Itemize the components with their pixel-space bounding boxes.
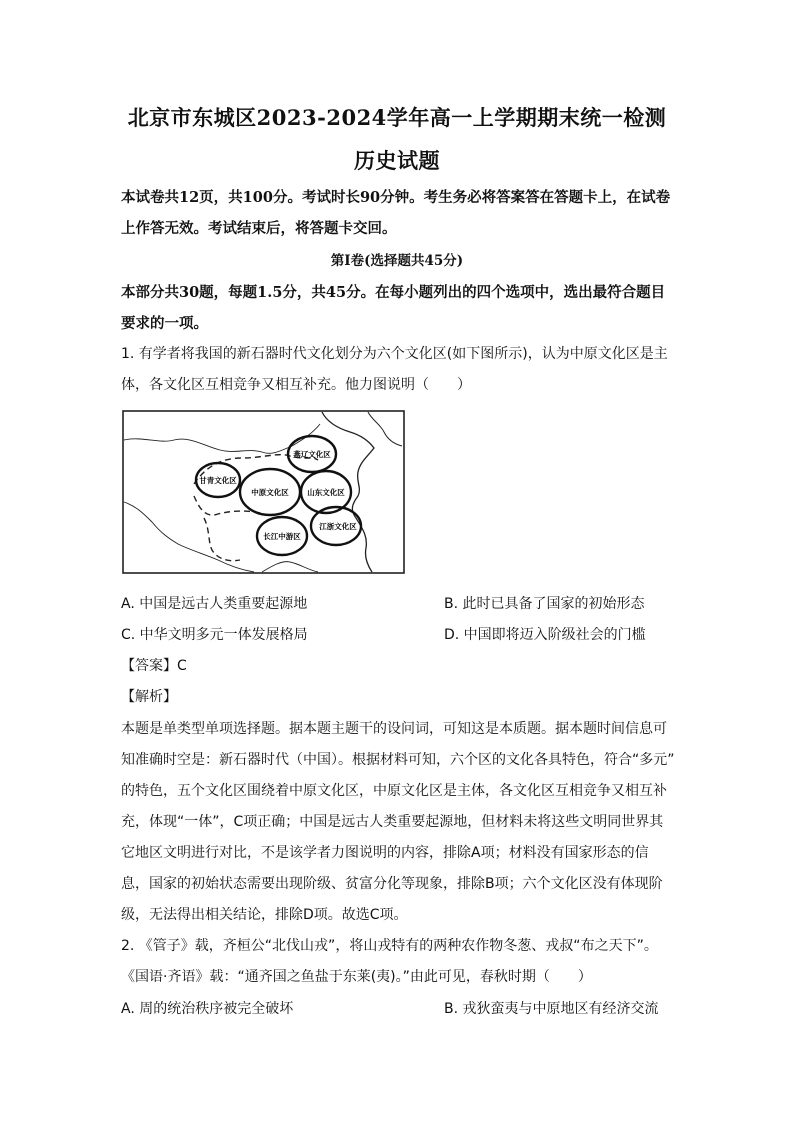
neolithic-culture-map [122,410,405,574]
q1-option-b[interactable]: B. 此时已具备了国家的初始形态 [444,596,645,612]
label-yanliao: 燕辽文化区 [293,450,331,459]
label-zhongyuan: 中原文化区 [251,488,289,497]
section-desc-line-1: 本部分共30题，每题1.5分，共45分。在每小题列出的四个选项中，选出最符合题目 [121,284,666,301]
q2-stem-line-2: 《国语·齐语》载：“通齐国之鱼盐于东莱(夷)。”由此可见，春秋时期（ ） [121,969,592,985]
q1-analysis-line: 息，国家的初始状态需要出现阶级、贫富分化等现象，排除B项；六个文化区没有体现阶 [121,876,663,892]
q2-option-a[interactable]: A. 周的统治秩序被完全破坏 [121,1001,294,1017]
q1-option-a[interactable]: A. 中国是远古人类重要起源地 [121,596,308,612]
q1-analysis-line: 知准确时空是：新石器时代（中国）。根据材料可知，六个区的文化各具特色，符合“多元” [121,752,675,768]
q1-option-c[interactable]: C. 中华文明多元一体发展格局 [121,627,308,643]
q1-analysis-line: 它地区文明进行对比，不是该学者力图说明的内容，排除A项；材料没有国家形态的信 [121,845,649,861]
q1-answer: 【答案】C [121,658,187,674]
q1-stem-line-2: 体，各文化区互相竞争又相互补充。他力图说明（ ） [121,377,471,393]
q1-analysis-label: 【解析】 [121,689,177,705]
label-shandong: 山东文化区 [307,488,345,497]
q1-analysis-line: 级，无法得出相关结论，排除D项。故选C项。 [121,907,408,923]
q1-analysis-line: 本题是单类型单项选择题。据本题主题干的设问词，可知这是本质题。据本题时间信息可 [121,721,667,737]
q1-analysis-line: 的特色，五个文化区围绕着中原文化区，中原文化区是主体，各文化区互相竞争又相互补 [121,783,667,799]
label-changjiang: 长江中游区 [263,532,301,541]
section-desc-line-2: 要求的一项。 [121,315,208,332]
label-ganqing: 甘青文化区 [199,476,237,485]
q1-analysis-line: 充，体现“一体”，C项正确；中国是远古人类重要起源地，但材料未将这些文明同世界其 [121,814,664,830]
label-jiangzhe: 江浙文化区 [319,522,357,531]
q1-option-d[interactable]: D. 中国即将迈入阶级社会的门槛 [444,627,646,643]
exam-subtitle: 历史试题 [354,148,440,173]
instructions-line-2: 上作答无效。考试结束后，将答题卡交回。 [121,220,397,237]
section-heading: 第Ⅰ卷(选择题共45分) [330,253,464,269]
q2-option-b[interactable]: B. 戎狄蛮夷与中原地区有经济交流 [444,1001,659,1017]
exam-title: 北京市东城区2023-2024学年高一上学期期末统一检测 [127,105,667,130]
instructions-line-1: 本试卷共12页，共100分。考试时长90分钟。考生务必将答案答在答题卡上，在试卷 [121,189,671,206]
q2-stem-line-1: 2. 《管子》载，齐桓公“北伐山戎”，将山戎特有的两种农作物冬葱、戎叔“布之天下”。 [121,938,658,954]
q1-stem-line-1: 1. 有学者将我国的新石器时代文化划分为六个文化区(如下图所示)，认为中原文化区是主 [121,346,668,362]
